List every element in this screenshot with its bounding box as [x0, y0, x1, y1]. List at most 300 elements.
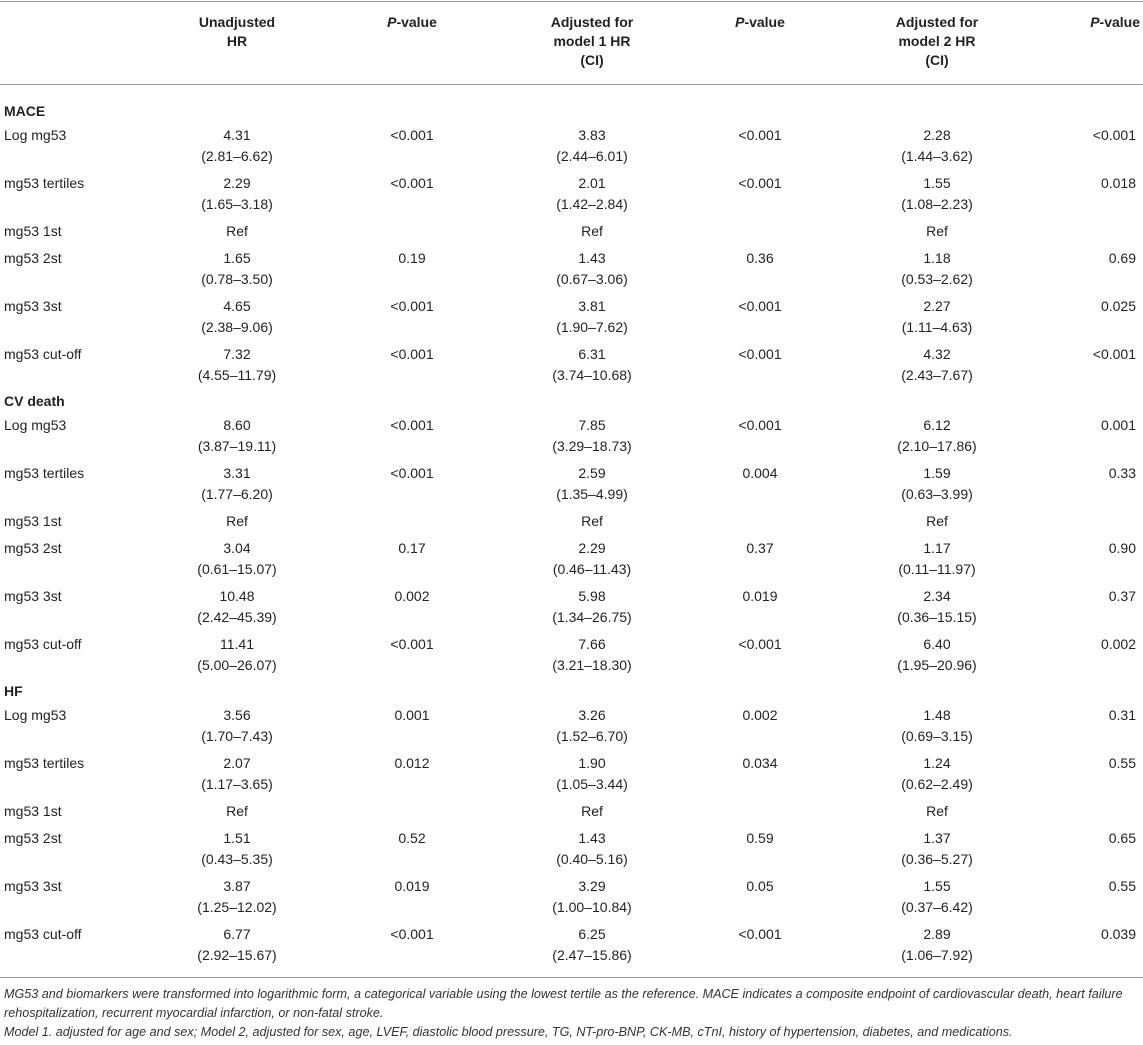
header-p-rest: -value: [396, 14, 437, 30]
header-p-italic: P: [387, 14, 397, 30]
cell-value: Ref: [926, 803, 948, 819]
header-line: (CI): [580, 52, 604, 68]
cell-value: 6.12: [923, 417, 951, 433]
cell-value: <0.001: [738, 636, 782, 652]
cell-value: 1.18: [923, 250, 951, 266]
confidence-interval: (1.65–3.18): [201, 196, 273, 212]
table-row: [0, 634, 1143, 682]
table-row: [0, 463, 1143, 511]
cell-value: 0.37: [746, 540, 774, 556]
p-value-cell: [700, 753, 820, 774]
model1-hr-cell: [527, 221, 657, 242]
cell-value: 7.85: [578, 417, 606, 433]
unadjusted-hr-cell: [172, 876, 302, 918]
p-value-cell: [352, 344, 472, 365]
table-row: [0, 296, 1143, 344]
cell-value: 2.01: [578, 175, 606, 191]
confidence-interval: (1.95–20.96): [897, 657, 977, 673]
row-label-text: mg53 tertiles: [4, 755, 85, 771]
header-p-rest: -value: [1099, 14, 1140, 30]
cell-value: 4.65: [223, 298, 251, 314]
confidence-interval: (1.06–7.92): [901, 947, 973, 963]
unadjusted-hr-cell: [172, 344, 302, 386]
row-label-text: mg53 1st: [4, 803, 62, 819]
confidence-interval: (1.17–3.65): [201, 776, 273, 792]
cell-value: 0.001: [1100, 417, 1136, 433]
confidence-interval: (1.08–2.23): [901, 196, 973, 212]
p-value-cell: [700, 876, 820, 897]
confidence-interval: (2.44–6.01): [556, 148, 628, 164]
confidence-interval: (2.47–15.86): [552, 947, 632, 963]
cell-value: <0.001: [738, 298, 782, 314]
confidence-interval: (2.10–17.86): [897, 438, 977, 454]
confidence-interval: (2.43–7.67): [901, 367, 973, 383]
confidence-interval: (1.05–3.44): [556, 776, 628, 792]
header-p-italic: P: [735, 14, 745, 30]
unadjusted-hr-cell: [172, 538, 302, 580]
row-label: [4, 173, 84, 194]
confidence-interval: (2.38–9.06): [201, 319, 273, 335]
p-value-cell: [352, 705, 472, 726]
confidence-interval: (5.00–26.07): [197, 657, 277, 673]
cell-value: <0.001: [1092, 127, 1136, 143]
cell-value: 3.26: [578, 707, 606, 723]
model1-hr-cell: [527, 634, 657, 676]
cell-value: 0.001: [394, 707, 430, 723]
header-line: model 2 HR: [898, 33, 976, 49]
confidence-interval: (3.29–18.73): [552, 438, 632, 454]
cell-value: 0.55: [1108, 755, 1136, 771]
model2-hr-cell: [872, 753, 1002, 795]
confidence-interval: (1.44–3.62): [901, 148, 973, 164]
row-label: [4, 924, 82, 945]
cell-value: <0.001: [390, 926, 434, 942]
unadjusted-hr-cell: [172, 828, 302, 870]
model2-hr-cell: [872, 125, 1002, 167]
row-label-text: mg53 3st: [4, 298, 62, 314]
confidence-interval: (1.35–4.99): [556, 486, 628, 502]
model1-hr-cell: [527, 463, 657, 505]
p-value-cell: [1052, 173, 1136, 194]
table-row: [0, 344, 1143, 392]
cell-value: Ref: [581, 223, 603, 239]
cell-value: Ref: [581, 803, 603, 819]
p-value-cell: [352, 924, 472, 945]
header-p-rest: -value: [744, 14, 785, 30]
cell-value: Ref: [226, 513, 248, 529]
header-line: Unadjusted: [198, 14, 276, 30]
model1-hr-cell: [527, 924, 657, 966]
header-p-value-3: [1052, 13, 1140, 32]
confidence-interval: (0.11–11.97): [898, 561, 976, 577]
table-bottom-rule: [0, 977, 1143, 978]
cell-value: 1.59: [923, 465, 951, 481]
confidence-interval: (1.70–7.43): [201, 728, 273, 744]
confidence-interval: (2.81–6.62): [201, 148, 273, 164]
cell-value: 3.31: [223, 465, 251, 481]
p-value-cell: [700, 344, 820, 365]
cell-value: 0.025: [1100, 298, 1136, 314]
cell-value: 0.52: [398, 830, 426, 846]
table-row: [0, 248, 1143, 296]
model2-hr-cell: [872, 344, 1002, 386]
header-p-italic: P: [1090, 14, 1100, 30]
cell-value: 1.43: [578, 250, 606, 266]
cell-value: 11.41: [220, 636, 254, 652]
p-value-cell: [352, 125, 472, 146]
confidence-interval: (0.46–11.43): [552, 561, 632, 577]
p-value-cell: [700, 634, 820, 655]
cell-value: 0.019: [742, 588, 778, 604]
table-row: [0, 173, 1143, 221]
p-value-cell: [1052, 753, 1136, 774]
confidence-interval: (2.92–15.67): [197, 947, 277, 963]
confidence-interval: (1.00–10.84): [552, 899, 632, 915]
cell-value: 0.002: [1100, 636, 1136, 652]
confidence-interval: (0.62–2.49): [901, 776, 973, 792]
cell-value: 3.04: [223, 540, 251, 556]
model2-hr-cell: [872, 221, 1002, 242]
cell-value: Ref: [226, 803, 248, 819]
cell-value: 0.59: [746, 830, 774, 846]
cell-value: 0.039: [1100, 926, 1136, 942]
row-label: [4, 705, 66, 726]
row-label: [4, 248, 62, 269]
model1-hr-cell: [527, 511, 657, 532]
p-value-cell: [700, 705, 820, 726]
cell-value: <0.001: [390, 298, 434, 314]
p-value-cell: [1052, 924, 1136, 945]
p-value-cell: [352, 753, 472, 774]
p-value-cell: [700, 248, 820, 269]
p-value-cell: [352, 463, 472, 484]
confidence-interval: (0.37–6.42): [901, 899, 973, 915]
row-label-text: mg53 cut-off: [4, 636, 82, 652]
table-row: [0, 876, 1143, 924]
cell-value: 1.55: [923, 878, 951, 894]
p-value-cell: [1052, 415, 1136, 436]
row-label-text: mg53 1st: [4, 223, 62, 239]
footnote-1: MG53 and biomarkers were transformed into logarithmic form, a categorical variable using the lowest tertile as the reference. MACE indicates a composite endpoint of cardiovascular death, heart failure rehospitalization, recurrent myocardial infarction, or non-fatal stroke.: [4, 987, 1123, 1020]
p-value-cell: [700, 586, 820, 607]
model1-hr-cell: [527, 344, 657, 386]
row-label: [4, 463, 84, 484]
header-line: Adjusted for: [895, 14, 979, 30]
cell-value: <0.001: [1092, 346, 1136, 362]
model2-hr-cell: [872, 924, 1002, 966]
p-value-cell: [1052, 538, 1136, 559]
confidence-interval: (0.67–3.06): [556, 271, 628, 287]
cell-value: 4.31: [223, 127, 251, 143]
model1-hr-cell: [527, 753, 657, 795]
model2-hr-cell: [872, 538, 1002, 580]
cell-value: 1.55: [923, 175, 951, 191]
row-label: [4, 125, 66, 146]
unadjusted-hr-cell: [172, 801, 302, 822]
header-model1-hr: [527, 13, 657, 70]
model2-hr-cell: [872, 586, 1002, 628]
row-label-text: mg53 cut-off: [4, 926, 82, 942]
p-value-cell: [700, 173, 820, 194]
row-label-text: mg53 2st: [4, 540, 62, 556]
cell-value: <0.001: [390, 127, 434, 143]
confidence-interval: (3.74–10.68): [552, 367, 632, 383]
cell-value: 2.29: [578, 540, 606, 556]
row-label-text: mg53 2st: [4, 250, 62, 266]
model1-hr-cell: [527, 586, 657, 628]
header-rule: [0, 84, 1143, 85]
confidence-interval: (0.69–3.15): [901, 728, 973, 744]
section-title: MACE: [4, 103, 46, 119]
cell-value: 0.034: [742, 755, 778, 771]
confidence-interval: (1.77–6.20): [201, 486, 273, 502]
row-label-text: mg53 cut-off: [4, 346, 82, 362]
cell-value: <0.001: [738, 417, 782, 433]
cell-value: 1.65: [223, 250, 251, 266]
cell-value: 2.07: [223, 755, 251, 771]
row-label: [4, 296, 62, 317]
table-row: [0, 538, 1143, 586]
p-value-cell: [352, 876, 472, 897]
cell-value: 6.31: [578, 346, 606, 362]
cell-value: 0.17: [398, 540, 426, 556]
model2-hr-cell: [872, 801, 1002, 822]
cell-value: 0.55: [1108, 878, 1136, 894]
row-label: [4, 634, 82, 655]
p-value-cell: [700, 463, 820, 484]
cell-value: <0.001: [738, 175, 782, 191]
row-label: [4, 221, 62, 242]
cell-value: 0.002: [394, 588, 430, 604]
row-label-text: mg53 1st: [4, 513, 62, 529]
unadjusted-hr-cell: [172, 173, 302, 215]
model2-hr-cell: [872, 173, 1002, 215]
row-label: [4, 586, 62, 607]
row-label-text: mg53 tertiles: [4, 175, 85, 191]
unadjusted-hr-cell: [172, 463, 302, 505]
unadjusted-hr-cell: [172, 586, 302, 628]
cell-value: <0.001: [390, 417, 434, 433]
cell-value: 0.31: [1108, 707, 1136, 723]
model2-hr-cell: [872, 876, 1002, 918]
p-value-cell: [1052, 634, 1136, 655]
row-label-text: mg53 tertiles: [4, 465, 85, 481]
cell-value: 1.24: [923, 755, 951, 771]
row-label-text: mg53 3st: [4, 588, 62, 604]
model2-hr-cell: [872, 828, 1002, 870]
model1-hr-cell: [527, 173, 657, 215]
row-label: [4, 801, 62, 822]
model1-hr-cell: [527, 828, 657, 870]
confidence-interval: (1.34–26.75): [552, 609, 632, 625]
confidence-interval: (3.21–18.30): [552, 657, 632, 673]
table-row: [0, 125, 1143, 173]
model2-hr-cell: [872, 248, 1002, 290]
p-value-cell: [1052, 296, 1136, 317]
table-row: [0, 705, 1143, 753]
confidence-interval: (0.78–3.50): [201, 271, 273, 287]
header-line: Adjusted for: [550, 14, 634, 30]
model1-hr-cell: [527, 125, 657, 167]
p-value-cell: [1052, 463, 1136, 484]
row-label: [4, 828, 62, 849]
cell-value: 2.27: [923, 298, 951, 314]
cell-value: 7.66: [578, 636, 606, 652]
p-value-cell: [352, 538, 472, 559]
header-p-value-1: [352, 13, 472, 32]
cell-value: 1.17: [923, 540, 951, 556]
p-value-cell: [700, 415, 820, 436]
table-top-rule: [0, 1, 1143, 2]
confidence-interval: (1.25–12.02): [197, 899, 277, 915]
cell-value: 2.59: [578, 465, 606, 481]
cell-value: 2.89: [923, 926, 951, 942]
row-label: [4, 753, 84, 774]
cell-value: 0.37: [1108, 588, 1136, 604]
cell-value: <0.001: [390, 465, 434, 481]
row-label: [4, 415, 66, 436]
p-value-cell: [352, 415, 472, 436]
p-value-cell: [352, 248, 472, 269]
cell-value: Ref: [926, 513, 948, 529]
cell-value: Ref: [226, 223, 248, 239]
row-label-text: mg53 3st: [4, 878, 62, 894]
model1-hr-cell: [527, 876, 657, 918]
confidence-interval: (3.87–19.11): [197, 438, 277, 454]
confidence-interval: (0.40–5.16): [556, 851, 628, 867]
cell-value: 2.34: [923, 588, 951, 604]
cell-value: 0.36: [746, 250, 774, 266]
p-value-cell: [1052, 344, 1136, 365]
confidence-interval: (0.63–3.99): [901, 486, 973, 502]
model2-hr-cell: [872, 634, 1002, 676]
unadjusted-hr-cell: [172, 753, 302, 795]
confidence-interval: (0.53–2.62): [901, 271, 973, 287]
cell-value: 0.002: [742, 707, 778, 723]
table-row: [0, 586, 1143, 634]
cell-value: 6.25: [578, 926, 606, 942]
cell-value: 3.81: [578, 298, 606, 314]
cell-value: <0.001: [738, 127, 782, 143]
cell-value: 3.83: [578, 127, 606, 143]
p-value-cell: [352, 828, 472, 849]
p-value-cell: [1052, 876, 1136, 897]
cell-value: 3.56: [223, 707, 251, 723]
p-value-cell: [1052, 705, 1136, 726]
unadjusted-hr-cell: [172, 634, 302, 676]
cell-value: 7.32: [223, 346, 251, 362]
section-title: CV death: [4, 393, 65, 409]
cell-value: 0.90: [1108, 540, 1136, 556]
table-row: [0, 924, 1143, 972]
confidence-interval: (1.42–2.84): [556, 196, 628, 212]
confidence-interval: (0.36–15.15): [897, 609, 977, 625]
cell-value: 4.32: [923, 346, 951, 362]
header-line: HR: [226, 33, 248, 49]
cell-value: 0.65: [1108, 830, 1136, 846]
cell-value: 1.51: [223, 830, 251, 846]
cell-value: 0.018: [1100, 175, 1136, 191]
cell-value: 1.48: [923, 707, 951, 723]
model1-hr-cell: [527, 801, 657, 822]
confidence-interval: (4.55–11.79): [197, 367, 277, 383]
p-value-cell: [352, 634, 472, 655]
p-value-cell: [700, 924, 820, 945]
cell-value: 2.28: [923, 127, 951, 143]
row-label-text: Log mg53: [4, 707, 67, 723]
model1-hr-cell: [527, 296, 657, 338]
model1-hr-cell: [527, 415, 657, 457]
header-line: model 1 HR: [553, 33, 631, 49]
p-value-cell: [1052, 125, 1136, 146]
unadjusted-hr-cell: [172, 705, 302, 747]
p-value-cell: [352, 296, 472, 317]
cell-value: 6.40: [923, 636, 951, 652]
row-label: [4, 538, 62, 559]
p-value-cell: [1052, 828, 1136, 849]
p-value-cell: [700, 828, 820, 849]
cell-value: Ref: [926, 223, 948, 239]
model2-hr-cell: [872, 463, 1002, 505]
footnote-2: Model 1. adjusted for age and sex; Model 2, adjusted for sex, age, LVEF, diastolic blood pressure, TG, NT-pro-BNP, CK-MB, cTnI, history of hypertension, diabetes, and medications.: [4, 1025, 1013, 1039]
unadjusted-hr-cell: [172, 415, 302, 457]
confidence-interval: (1.90–7.62): [556, 319, 628, 335]
table-row: [0, 828, 1143, 876]
cell-value: 1.90: [578, 755, 606, 771]
unadjusted-hr-cell: [172, 221, 302, 242]
row-label-text: Log mg53: [4, 127, 67, 143]
model1-hr-cell: [527, 705, 657, 747]
cell-value: <0.001: [390, 175, 434, 191]
cell-value: 0.004: [742, 465, 778, 481]
cell-value: 0.05: [746, 878, 774, 894]
p-value-cell: [1052, 586, 1136, 607]
cell-value: <0.001: [390, 346, 434, 362]
cell-value: 0.19: [398, 250, 426, 266]
table-row: [0, 753, 1143, 801]
model1-hr-cell: [527, 538, 657, 580]
cell-value: 2.29: [223, 175, 251, 191]
confidence-interval: (1.52–6.70): [556, 728, 628, 744]
p-value-cell: [700, 296, 820, 317]
p-value-cell: [352, 586, 472, 607]
model2-hr-cell: [872, 705, 1002, 747]
unadjusted-hr-cell: [172, 248, 302, 290]
row-label-text: Log mg53: [4, 417, 67, 433]
p-value-cell: [700, 125, 820, 146]
cell-value: 8.60: [223, 417, 251, 433]
model2-hr-cell: [872, 511, 1002, 532]
cell-value: 1.37: [923, 830, 951, 846]
cell-value: 5.98: [578, 588, 606, 604]
table-row: [0, 415, 1143, 463]
confidence-interval: (0.43–5.35): [201, 851, 273, 867]
cell-value: 0.012: [394, 755, 430, 771]
cell-value: <0.001: [738, 346, 782, 362]
unadjusted-hr-cell: [172, 511, 302, 532]
cell-value: 3.87: [223, 878, 251, 894]
unadjusted-hr-cell: [172, 296, 302, 338]
cell-value: 0.69: [1108, 250, 1136, 266]
p-value-cell: [352, 173, 472, 194]
row-label: [4, 344, 82, 365]
cell-value: 6.77: [223, 926, 251, 942]
p-value-cell: [700, 538, 820, 559]
unadjusted-hr-cell: [172, 924, 302, 966]
cell-value: 3.29: [578, 878, 606, 894]
cell-value: <0.001: [738, 926, 782, 942]
model1-hr-cell: [527, 248, 657, 290]
